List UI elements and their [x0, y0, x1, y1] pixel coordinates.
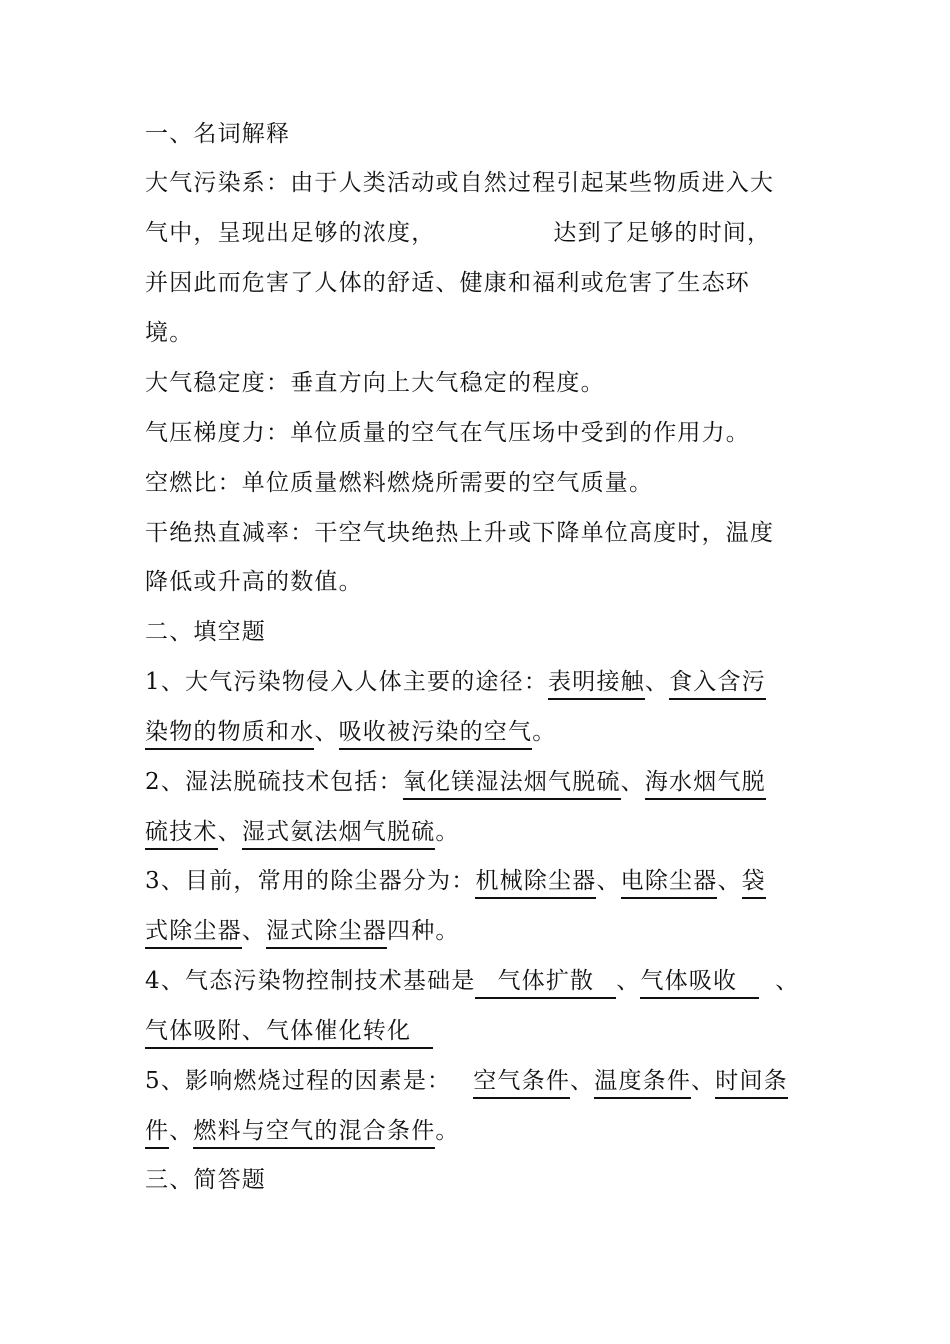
question-5-prompt: 5、影响燃烧过程的因素是： — [145, 1068, 452, 1094]
question-5-answer-3-part-b: 件 — [145, 1118, 169, 1149]
question-1-line-2 — [145, 714, 556, 750]
definition-air-pollution-line-2 — [145, 215, 771, 251]
question-3-prompt: 3、目前，常用的除尘器分为： — [145, 868, 476, 894]
separator: 、 — [691, 1068, 716, 1094]
question-2-answer-3: 湿式氨法烟气脱硫 — [242, 819, 436, 850]
separator: 、 — [169, 1118, 194, 1144]
separator: 、 — [596, 868, 621, 894]
question-1-answer-1: 表明接触 — [548, 669, 645, 700]
question-5-answer-3-part-a: 时间条 — [715, 1068, 788, 1099]
period: 。 — [435, 819, 460, 845]
question-2-line-1 — [145, 764, 766, 800]
section-heading-definitions: 一、名词解释 — [145, 121, 291, 147]
question-1-line-1 — [145, 664, 766, 700]
definition-air-pollution-part-a: 气中，呈现出足够的浓度， — [145, 220, 436, 246]
question-1-answer-2-part-b: 染物的物质和水 — [145, 719, 314, 750]
definition-pressure-gradient-force: 气压梯度力：单位质量的空气在气压场中受到的作用力。 — [145, 420, 750, 446]
period: 。 — [532, 719, 557, 745]
question-3-answer-2: 电除尘器 — [621, 868, 718, 899]
separator: 、 — [241, 918, 267, 944]
question-3-line-2 — [145, 913, 460, 949]
question-5-line-1 — [145, 1063, 788, 1099]
separator: 、 — [644, 669, 670, 695]
definition-dry-adiabatic-lapse-line-2: 降低或升高的数值。 — [145, 569, 363, 595]
definition-dry-adiabatic-lapse-line-1: 干绝热直减率：干空气块绝热上升或下降单位高度时，温度 — [145, 520, 775, 546]
question-1-prompt: 1、大气污染物侵入人体主要的途径： — [145, 669, 549, 695]
question-3-answer-4: 湿式除尘器 — [266, 918, 387, 949]
separator: 、 — [314, 719, 339, 745]
question-2-line-2 — [145, 814, 460, 850]
question-4-line-2 — [145, 1013, 433, 1049]
question-4-answer-1: 气体扩散 — [475, 968, 616, 999]
separator: 、 — [217, 819, 242, 845]
question-2-prompt: 2、湿法脱硫技术包括： — [145, 769, 403, 795]
separator: 、 — [717, 868, 742, 894]
question-1-answer-3: 吸收被污染的空气 — [339, 719, 533, 750]
question-3-answer-1: 机械除尘器 — [475, 868, 596, 899]
question-4-answer-3: 气体吸附、气体催化转化 — [145, 1018, 433, 1049]
separator: 、 — [620, 769, 645, 795]
question-5-answer-2: 温度条件 — [594, 1068, 691, 1099]
question-3-line-1 — [145, 863, 766, 899]
question-4-answer-2: 气体吸收 — [640, 968, 759, 999]
definition-air-pollution-line-4: 境。 — [145, 320, 194, 346]
separator: 、 — [570, 1068, 595, 1094]
question-2-answer-1: 氧化镁湿法烟气脱硫 — [403, 769, 621, 800]
definition-air-pollution-part-b: 达到了足够的时间， — [553, 220, 772, 246]
definition-air-pollution-line-1: 大气污染系：由于人类活动或自然过程引起某些物质进入大 — [145, 170, 775, 196]
question-5-line-2 — [145, 1113, 460, 1149]
definition-air-pollution-line-3: 并因此而危害了人体的舒适、健康和福利或危害了生态环 — [145, 270, 750, 296]
separator: 、 — [775, 968, 800, 994]
question-2-answer-2-part-b: 硫技术 — [145, 819, 218, 850]
question-5-answer-4: 燃料与空气的混合条件 — [193, 1118, 435, 1149]
section-heading-fill-blanks: 二、填空题 — [145, 619, 266, 645]
question-4-prompt: 4、气态污染物控制技术基础是 — [145, 968, 476, 994]
period: 。 — [435, 1118, 460, 1144]
section-heading-short-answer: 三、简答题 — [145, 1167, 266, 1193]
definition-atmospheric-stability: 大气稳定度：垂直方向上大气稳定的程度。 — [145, 370, 605, 396]
question-3-answer-3-part-a: 袋 — [742, 868, 766, 899]
question-1-answer-2-part-a: 食入含污 — [669, 669, 766, 700]
separator: 、 — [616, 968, 641, 994]
question-5-answer-1: 空气条件 — [473, 1068, 570, 1099]
question-3-answer-3-part-b: 式除尘器 — [145, 918, 242, 949]
question-2-answer-2-part-a: 海水烟气脱 — [645, 769, 766, 800]
question-4-line-1 — [145, 963, 799, 999]
question-3-suffix: 四种。 — [387, 918, 460, 944]
definition-air-fuel-ratio: 空燃比：单位质量燃料燃烧所需要的空气质量。 — [145, 470, 654, 496]
